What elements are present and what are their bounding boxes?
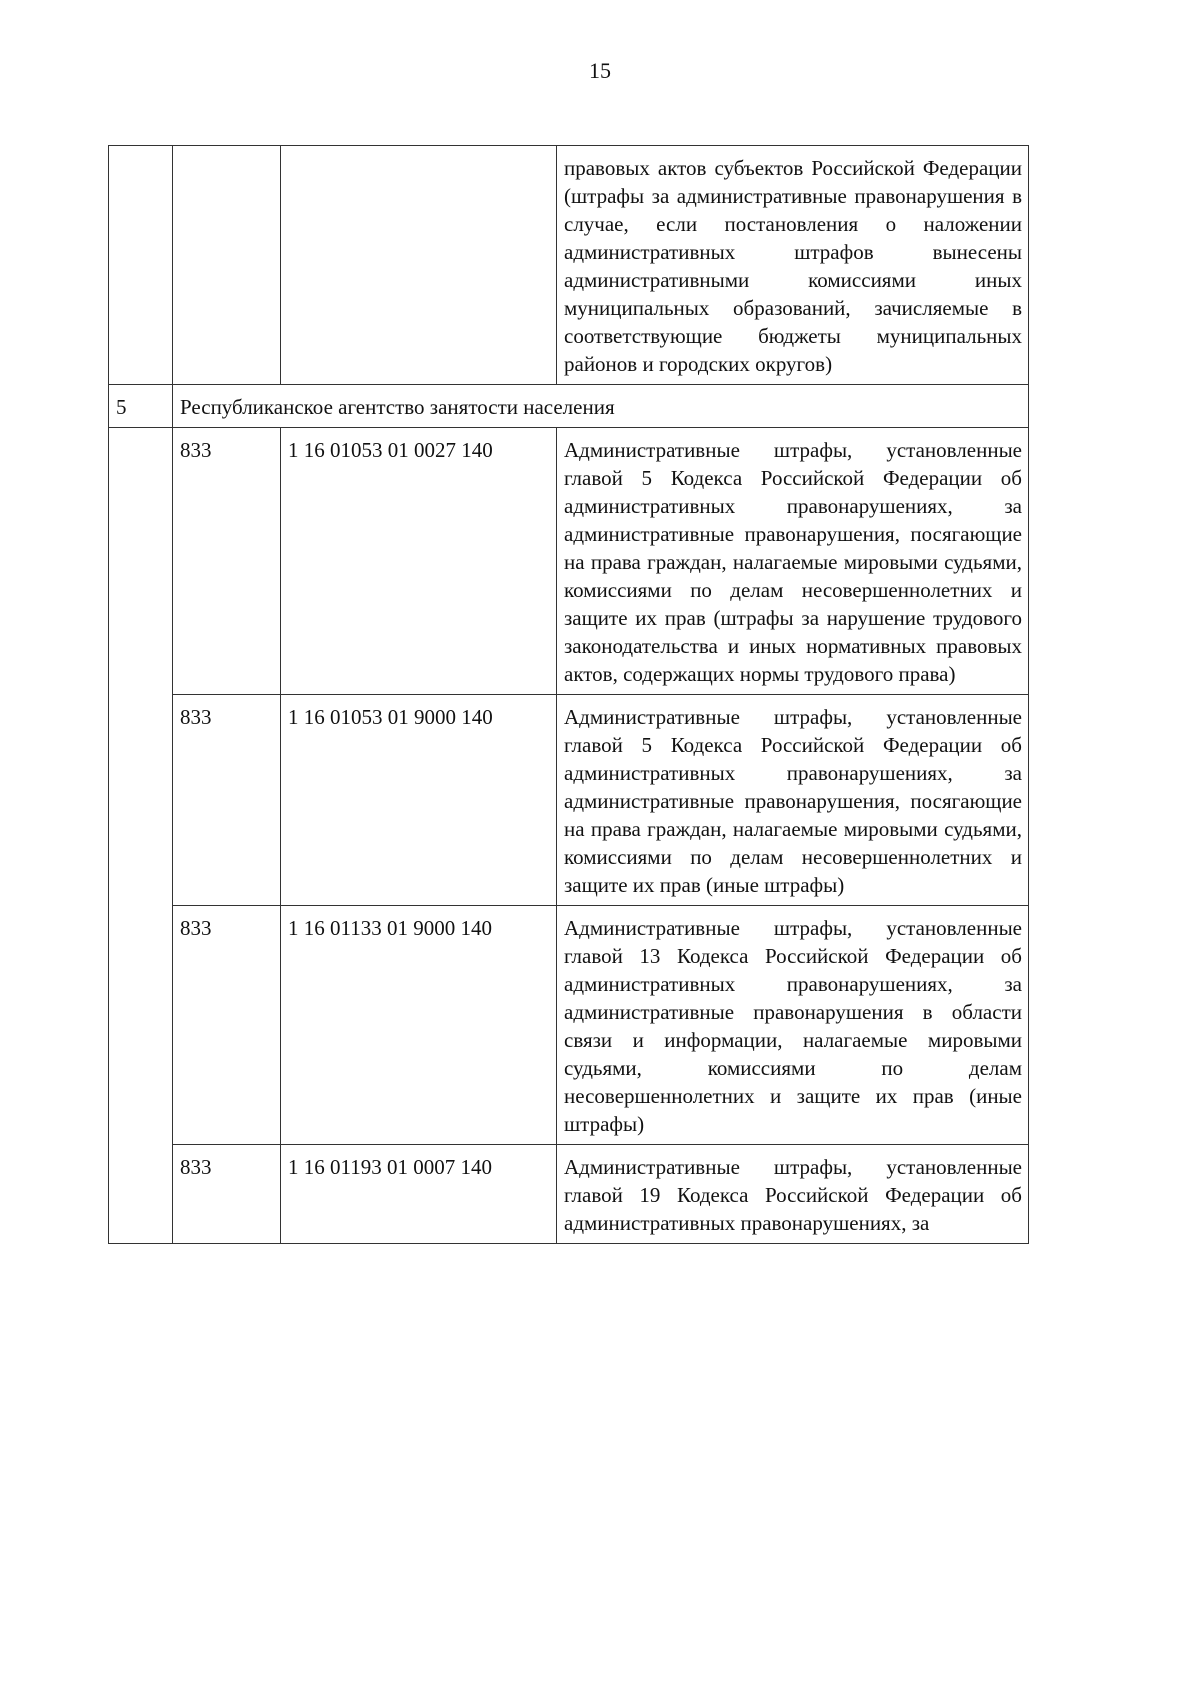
- cell-kbk: 1 16 01193 01 0007 140: [281, 1145, 557, 1244]
- cell-admin-code: 833: [173, 906, 281, 1145]
- table-row: [109, 1145, 1029, 1244]
- cell-description: Административные штрафы, установленные главой 5 Кодекса Российской Федерации об административных правонарушениях, за административные правонарушения, посягающие на права граждан, налагаемые мировыми судьями, комиссиями по делам несовершеннолетних и защите их прав (штрафы за нарушение трудового законодательства и иных нормативных правовых актов, содержащих нормы трудового права): [557, 428, 1029, 695]
- page-number: 15: [589, 58, 611, 83]
- cell-kbk: 1 16 01053 01 9000 140: [281, 695, 557, 906]
- cell-kbk: 1 16 01053 01 0027 140: [281, 428, 557, 695]
- cell-description: Административные штрафы, установленные главой 13 Кодекса Российской Федерации об административных правонарушениях, за административные правонарушения в области связи и информации, налагаемые мировыми судьями, комиссиями по делам несовершеннолетних и защите их прав (иные штрафы): [557, 906, 1029, 1145]
- cell-admin-code: 833: [173, 428, 281, 695]
- table-row: [109, 906, 1029, 1145]
- table-row-section: [109, 385, 1029, 428]
- cell-admin-code: [173, 146, 281, 385]
- revenue-codes-table: [108, 145, 1029, 1244]
- section-number: 5: [109, 385, 173, 428]
- cell-kbk: [281, 146, 557, 385]
- table-row: [109, 695, 1029, 906]
- cell-admin-code: 833: [173, 695, 281, 906]
- cell-description: Административные штрафы, установленные главой 5 Кодекса Российской Федерации об административных правонарушениях, за административные правонарушения, посягающие на права граждан, налагаемые мировыми судьями, комиссиями по делам несовершеннолетних и защите их прав (иные штрафы): [557, 695, 1029, 906]
- cell-number: [109, 428, 173, 1244]
- section-title: Республиканское агентство занятости населения: [173, 385, 1029, 428]
- cell-description: правовых актов субъектов Российской Федерации (штрафы за административные правонарушения в случае, если постановления о наложении административных штрафов вынесены административными комиссиями иных муниципальных образований, зачисляемые в соответствующие бюджеты муниципальных районов и городских округов): [557, 146, 1029, 385]
- cell-admin-code: 833: [173, 1145, 281, 1244]
- table-row-continuation: [109, 146, 1029, 385]
- cell-description: Административные штрафы, установленные главой 19 Кодекса Российской Федерации об административных правонарушениях, за: [557, 1145, 1029, 1244]
- cell-kbk: 1 16 01133 01 9000 140: [281, 906, 557, 1145]
- table-row: [109, 428, 1029, 695]
- cell-number: [109, 146, 173, 385]
